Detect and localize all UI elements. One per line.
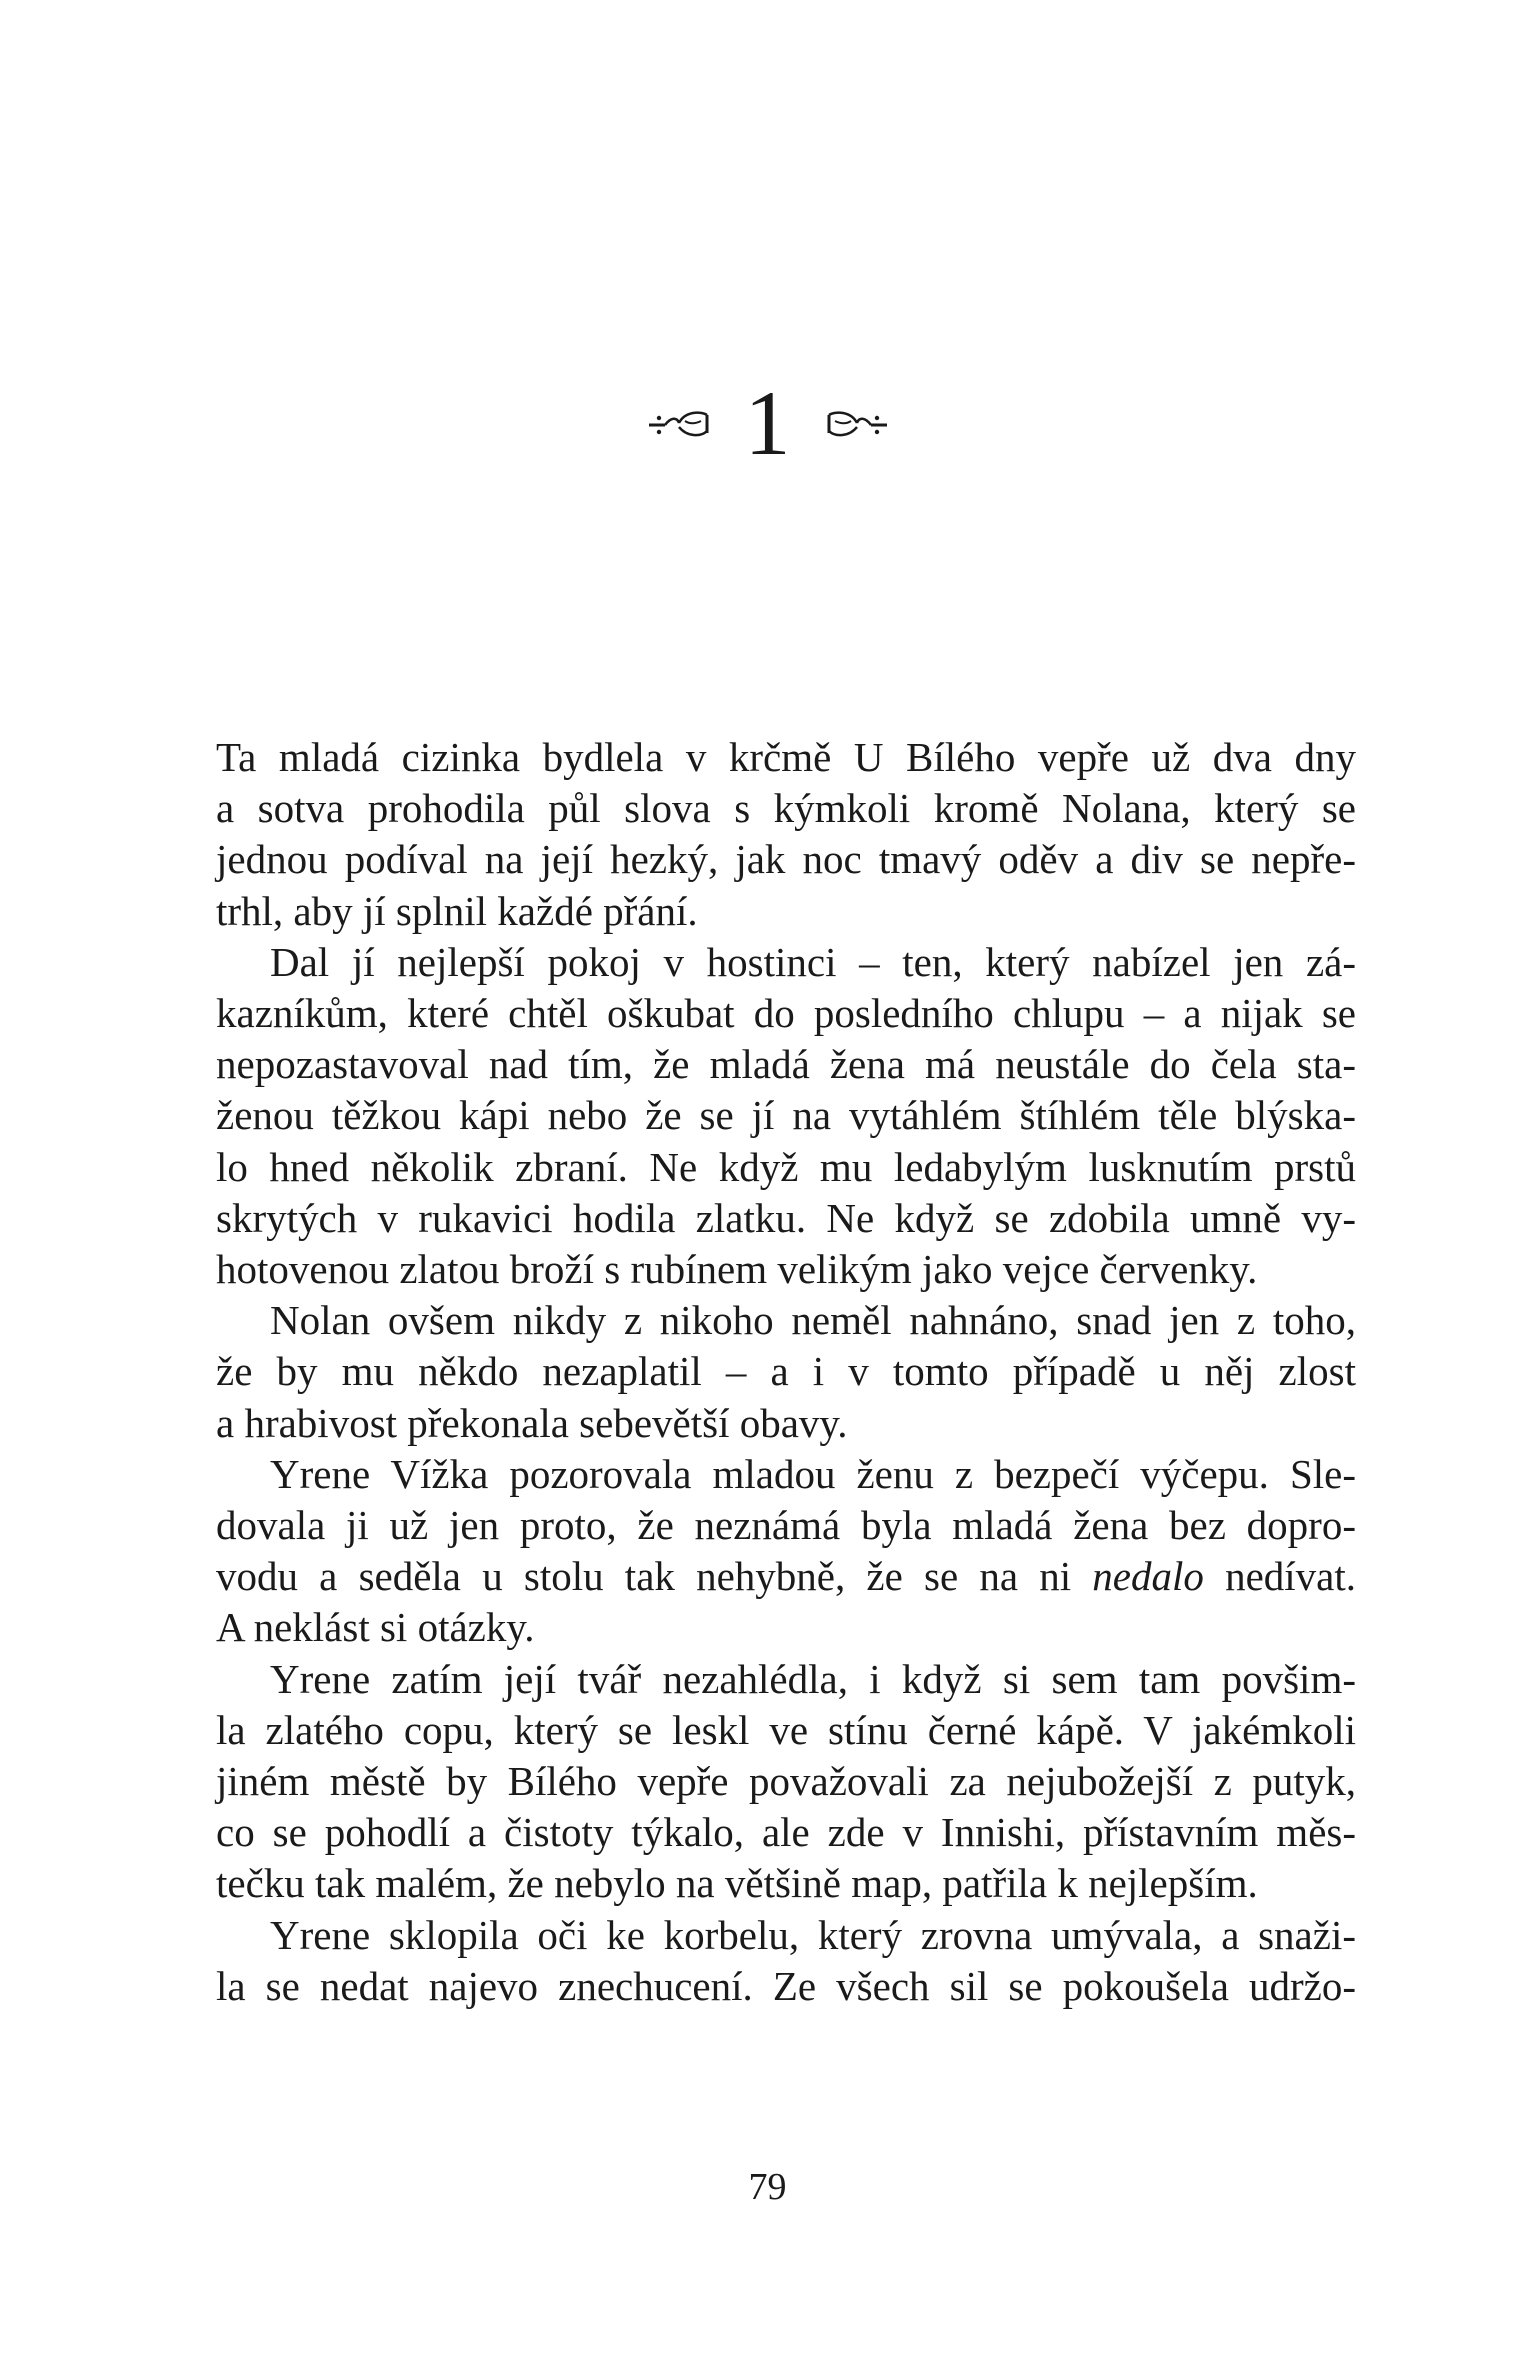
text-line: Ta mladá cizinka bydlela v krčmě U Bílého vepře už dva dny	[216, 734, 1356, 780]
text-line: a sotva prohodila půl slova s kýmkoli kromě Nolana, který se	[216, 785, 1356, 832]
text-line: Yrene zatím její tvář nezahlédla, i když si sem tam povšim-	[270, 1655, 1356, 1702]
text-line: skrytých v rukavici hodila zlatku. Ne když se zdobila umně vy-	[216, 1194, 1356, 1241]
paragraph-5	[216, 1654, 1356, 1910]
left-flourish-icon	[645, 403, 723, 443]
text-line: Dal jí nejlepší pokoj v hostinci – ten, který nabízel jen zá-	[270, 938, 1356, 985]
chapter-heading	[0, 368, 1535, 478]
text-line: hotovenou zlatou broží s rubínem velikým jako vejce červenky.	[216, 1246, 1258, 1293]
paragraph-4	[216, 1449, 1356, 1654]
body-text	[216, 732, 1356, 2012]
text-line: Nolan ovšem nikdy z nikoho neměl nahnáno, snad jen z toho,	[270, 1297, 1356, 1344]
text-line: Yrene Vížka pozorovala mladou ženu z bezpečí výčepu. Sle-	[270, 1450, 1356, 1497]
text-line: la zlatého copu, který se leskl ve stínu černé kápě. V jakémkoli	[216, 1706, 1356, 1753]
text-line: co se pohodlí a čistoty týkalo, ale zde v Innishi, přístavním měs-	[216, 1809, 1356, 1856]
text-line	[216, 1551, 1356, 1602]
text-line: ženou těžkou kápi nebo že se jí na vytáhlém štíhlém těle blýska-	[216, 1092, 1356, 1139]
text-line: že by mu někdo nezaplatil – a i v tomto případě u něj zlost	[216, 1348, 1356, 1395]
paragraph-6	[216, 1910, 1356, 2012]
text-line: jednou podíval na její hezký, jak noc tmavý oděv a div se nepře-	[216, 836, 1356, 883]
text-line: Yrene sklopila oči ke korbelu, který zrovna umývala, a snaži-	[270, 1911, 1356, 1958]
text-line: trhl, aby jí splnil každé přání.	[216, 887, 698, 934]
page-number: 79	[748, 2166, 787, 2208]
text-line: nepozastavoval nad tím, že mladá žena má neustále do čela sta-	[216, 1041, 1356, 1088]
paragraph-1	[216, 732, 1356, 937]
text-line: kazníkům, které chtěl oškubat do posledního chlupu – a nijak se	[216, 990, 1356, 1037]
text-line: A neklást si otázky.	[216, 1604, 535, 1651]
right-flourish-icon	[813, 403, 891, 443]
paragraph-3	[216, 1295, 1356, 1449]
text-segment: vodu a seděla u stolu tak nehybně, že se na ni	[216, 1553, 1093, 1600]
text-line: tečku tak malém, že nebylo na většině map, patřila k nejlepším.	[216, 1860, 1258, 1907]
text-line: la se nedat najevo znechucení. Ze všech sil se pokoušela udržo-	[216, 1962, 1356, 2009]
text-line: dovala ji už jen proto, že neznámá byla mladá žena bez dopro-	[216, 1502, 1356, 1549]
text-line: lo hned několik zbraní. Ne když mu ledabylým lusknutím prstů	[216, 1143, 1356, 1190]
text-line: jiném městě by Bílého vepře považovali za nejubožejší z putyk,	[216, 1758, 1356, 1805]
emphasis-word: nedalo	[1092, 1553, 1204, 1600]
text-segment: nedívat.	[1203, 1553, 1357, 1600]
chapter-number: 1	[744, 372, 791, 474]
paragraph-2	[216, 937, 1356, 1295]
text-line: a hrabivost překonala sebevětší obavy.	[216, 1399, 848, 1446]
